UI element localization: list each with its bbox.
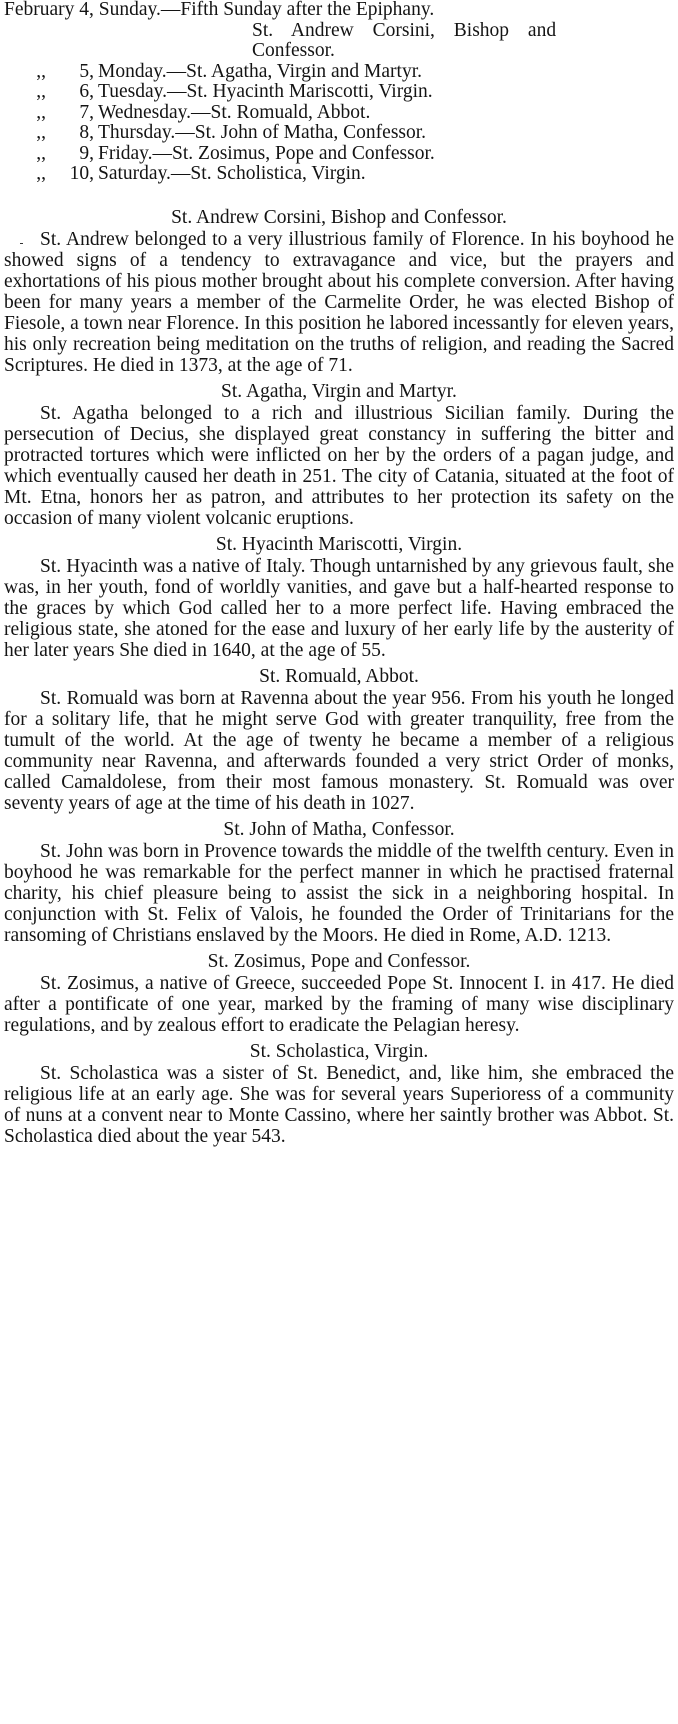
section-body: St. Andrew belonged to a very illustrious family of Florence. In his boyhood he showed signs of a tendency to extravagance and vice, but the prayers and exhortations of his pious mother brought about his complete conversion. After having been for many years a member of the Carmelite Order, he was elected Bishop of Fiesole, a town near Florence. In this position he labored incessantly for eleven years, his only recreation being meditation on the truths of religion, and reading the Sacred Scriptures. He died in 1373, at the age of 71. — [4, 228, 674, 376]
section-body: St. Hyacinth was a native of Italy. Though untarnished by any grievous fault, she was, in her youth, fond of worldly vanities, and gave but a half-hearted response to the graces by which God called her to a more perfect life. Having embraced the religious state, she atoned for the ease and luxury of her early life by the austerity of her later years She died in 1640, at the age of 55. — [4, 555, 674, 661]
calendar-ditto-mark: ,, — [36, 142, 46, 164]
calendar-ditto-mark: ,, — [36, 122, 46, 143]
section-body: St. Scholastica was a sister of St. Benedict, and, like him, she embraced the religious life at an early age. She was for several years Superioress of a community of nuns at a convent near to Monte Cassino, where her saintly brother was Abbot. St. Scholastica died about the year 543. — [4, 1062, 674, 1147]
calendar-first-date: February 4, Sunday. — [4, 0, 161, 20]
calendar-first-continuation-1: St. Andrew Corsini, Bishop and — [252, 19, 557, 41]
calendar-first-continuation-2: Confessor. — [252, 40, 335, 61]
section-heading: St. Romuald, Abbot. — [259, 665, 419, 687]
feast-calendar — [4, 0, 674, 185]
calendar-entry — [4, 82, 674, 103]
section-heading: St. John of Matha, Confessor. — [223, 818, 455, 840]
section-heading: St. Scholastica, Virgin. — [249, 1040, 429, 1062]
calendar-entry-text: Saturday.—St. Scholistica, Virgin. — [98, 163, 366, 184]
calendar-day-number: 7, — [79, 101, 94, 123]
calendar-entry — [4, 144, 674, 165]
calendar-ditto-mark: ,, — [36, 60, 46, 82]
section-body: St. Romuald was born at Ravenna about the year 956. From his youth he longed for a solitary life, that he might serve God with greater tranquility, free from the tumult of the world. At the age of twenty he became a member of a religious community near Ravenna, and afterwards founded a very strict Order of monks, called Camaldolese, from their most famous monastery. St. Romuald was over seventy years of age at the time of his death in 1027. — [4, 687, 674, 814]
saint-section — [4, 381, 674, 529]
section-body: St. Agatha belonged to a rich and illustrious Sicilian family. During the persecution of Decius, she displayed great constancy in suffering the bitter and protracted tortures which were inflicted on her by the orders of a pagan judge, and which eventually caused her death in 251. The city of Catania, situated at the foot of Mt. Etna, honors her as patron, and attributes to her protection its safety on the occasion of many violent volcanic eruptions. — [4, 402, 674, 529]
calendar-day-number: 8, — [79, 122, 94, 143]
calendar-first-text: —Fifth Sunday after the Epiphany. — [160, 0, 435, 20]
calendar-entry-text: Monday.—St. Agatha, Virgin and Martyr. — [98, 60, 422, 82]
calendar-day-number: 9, — [79, 142, 94, 164]
calendar-entry — [4, 103, 674, 124]
calendar-rows — [4, 62, 674, 185]
calendar-entry — [4, 164, 674, 185]
section-body: St. Zosimus, a native of Greece, succeeded Pope St. Innocent I. in 417. He died after a pontificate of one year, marked by the framing of many wise disciplinary regulations, and by zealous effort to eradicate the Pelagian heresy. — [4, 972, 674, 1036]
calendar-ditto-mark: ,, — [36, 81, 46, 102]
calendar-entry-text: Thursday.—St. John of Matha, Confessor. — [98, 122, 427, 143]
section-heading: St. Hyacinth Mariscotti, Virgin. — [215, 533, 463, 555]
calendar-entry-text: Friday.—St. Zosimus, Pope and Confessor. — [98, 142, 435, 164]
calendar-day-number: 10, — [69, 163, 94, 184]
calendar-entry-text: Tuesday.—St. Hyacinth Mariscotti, Virgin. — [98, 81, 433, 102]
calendar-ditto-mark: ,, — [36, 163, 46, 184]
saint-sections — [4, 207, 674, 1147]
saint-section — [4, 666, 674, 814]
saint-section — [4, 1041, 674, 1147]
calendar-entry-text: Wednesday.—St. Romuald, Abbot. — [98, 101, 371, 123]
stray-mark — [20, 243, 23, 244]
saint-section — [4, 207, 674, 376]
calendar-entry — [4, 62, 674, 83]
section-heading: St. Andrew Corsini, Bishop and Confessor. — [171, 206, 507, 228]
calendar-ditto-mark: ,, — [36, 101, 46, 123]
saint-section — [4, 534, 674, 661]
calendar-day-number: 5, — [79, 60, 94, 82]
calendar-day-number: 6, — [79, 81, 94, 102]
saint-section — [4, 819, 674, 946]
calendar-entry-first — [4, 0, 674, 21]
calendar-entry — [4, 123, 674, 144]
section-heading: St. Agatha, Virgin and Martyr. — [221, 380, 457, 402]
section-heading: St. Zosimus, Pope and Confessor. — [207, 950, 471, 972]
saint-section — [4, 951, 674, 1036]
section-body: St. John was born in Provence towards the middle of the twelfth century. Even in boyhood he was remarkable for the perfect manner in which he practised fraternal charity, his chief pleasure being to assist the sick in a neighboring hospital. In conjunction with St. Felix of Valois, he founded the Order of Trinitarians for the ransoming of Christians enslaved by the Moors. He died in Rome, A.D. 1213. — [4, 840, 674, 946]
